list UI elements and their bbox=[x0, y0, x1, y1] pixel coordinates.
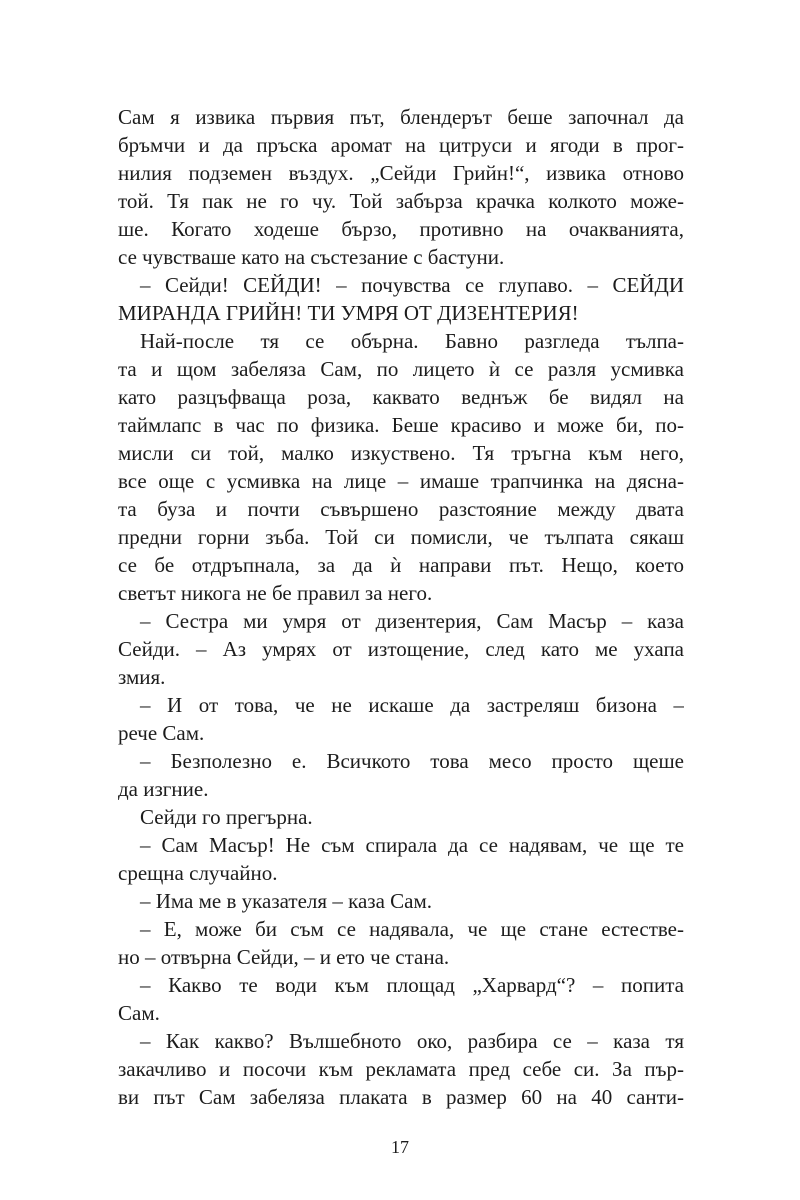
text-line: светът никога не бе правил за него. bbox=[118, 581, 433, 605]
text-line: – Безполезно е. Всичкото това месо просто щеше bbox=[140, 749, 684, 773]
body-text bbox=[118, 103, 684, 1111]
text-line: Сейди го прегърна. bbox=[140, 805, 313, 829]
text-line: – Сейди! СЕЙДИ! – почувства се глупаво. – СЕЙДИ bbox=[140, 273, 684, 297]
text-line: той. Тя пак не го чу. Той забърза крачка колкото може- bbox=[118, 189, 684, 213]
text-line: – Има ме в указателя – каза Сам. bbox=[140, 889, 433, 913]
text-line: срещна случайно. bbox=[118, 861, 278, 885]
text-line: все още с усмивка на лице – имаше трапчинка на дясна- bbox=[118, 469, 684, 493]
text-line: да изгние. bbox=[118, 777, 209, 801]
text-line: се бе отдръпнала, за да ѝ направи път. Нещо, което bbox=[118, 553, 684, 577]
text-line: мисли си той, малко изкуствено. Тя тръгна към него, bbox=[118, 441, 684, 465]
text-line: предни горни зъба. Той си помисли, че тълпата сякаш bbox=[118, 525, 684, 549]
paragraph bbox=[118, 1027, 684, 1111]
paragraph bbox=[118, 971, 684, 1027]
text-line: таймлапс в час по физика. Беше красиво и може би, по- bbox=[118, 413, 684, 437]
text-line: но – отвърна Сейди, – и ето че стана. bbox=[118, 945, 450, 969]
text-line: – Сестра ми умря от дизентерия, Сам Масър – каза bbox=[140, 609, 684, 633]
text-line: бръмчи и да пръска аромат на цитруси и ягоди в прог- bbox=[118, 133, 684, 157]
text-line: – Как какво? Вълшебното око, разбира се – каза тя bbox=[140, 1029, 684, 1053]
text-line: та буза и почти съвършено разстояние между двата bbox=[118, 497, 684, 521]
text-line: Сам я извика първия път, блендерът беше започнал да bbox=[118, 105, 684, 129]
text-line: – Е, може би съм се надявала, че ще стане естестве- bbox=[140, 917, 684, 941]
page-number: 17 bbox=[391, 1137, 409, 1157]
text-line: – Какво те води към площад „Харвард“? – попита bbox=[140, 973, 684, 997]
paragraph bbox=[118, 327, 684, 607]
paragraph bbox=[118, 803, 684, 831]
text-line: Най-после тя се обърна. Бавно разгледа тълпа- bbox=[140, 329, 684, 353]
paragraph bbox=[118, 831, 684, 887]
paragraph bbox=[118, 747, 684, 803]
text-line: Сейди. – Аз умрях от изтощение, след като ме ухапа bbox=[118, 637, 684, 661]
text-line: та и щом забеляза Сам, по лицето ѝ се разля усмивка bbox=[118, 357, 684, 381]
paragraph bbox=[118, 271, 684, 327]
text-line: закачливо и посочи към рекламата пред себе си. За пър- bbox=[118, 1057, 684, 1081]
text-line: ше. Когато ходеше бързо, противно на очакванията, bbox=[118, 217, 684, 241]
text-line: като разцъфваща роза, каквато веднъж бе видял на bbox=[118, 385, 684, 409]
text-line: МИРАНДА ГРИЙН! ТИ УМРЯ ОТ ДИЗЕНТЕРИЯ! bbox=[118, 301, 579, 325]
paragraph bbox=[118, 887, 684, 915]
text-line: се чувстваше като на състезание с бастуни. bbox=[118, 245, 505, 269]
text-line: нилия подземен въздух. „Сейди Грийн!“, извика отново bbox=[118, 161, 684, 185]
paragraph bbox=[118, 915, 684, 971]
paragraph bbox=[118, 103, 684, 271]
text-line: – Сам Масър! Не съм спирала да се надявам, че ще те bbox=[140, 833, 684, 857]
text-line: ви път Сам забеляза плаката в размер 60 на 40 санти- bbox=[118, 1085, 684, 1109]
paragraph bbox=[118, 691, 684, 747]
paragraph bbox=[118, 607, 684, 691]
text-line: рече Сам. bbox=[118, 721, 205, 745]
text-line: Сам. bbox=[118, 1001, 160, 1025]
text-line: – И от това, че не искаше да застреляш бизона – bbox=[140, 693, 684, 717]
text-line: змия. bbox=[118, 665, 166, 689]
